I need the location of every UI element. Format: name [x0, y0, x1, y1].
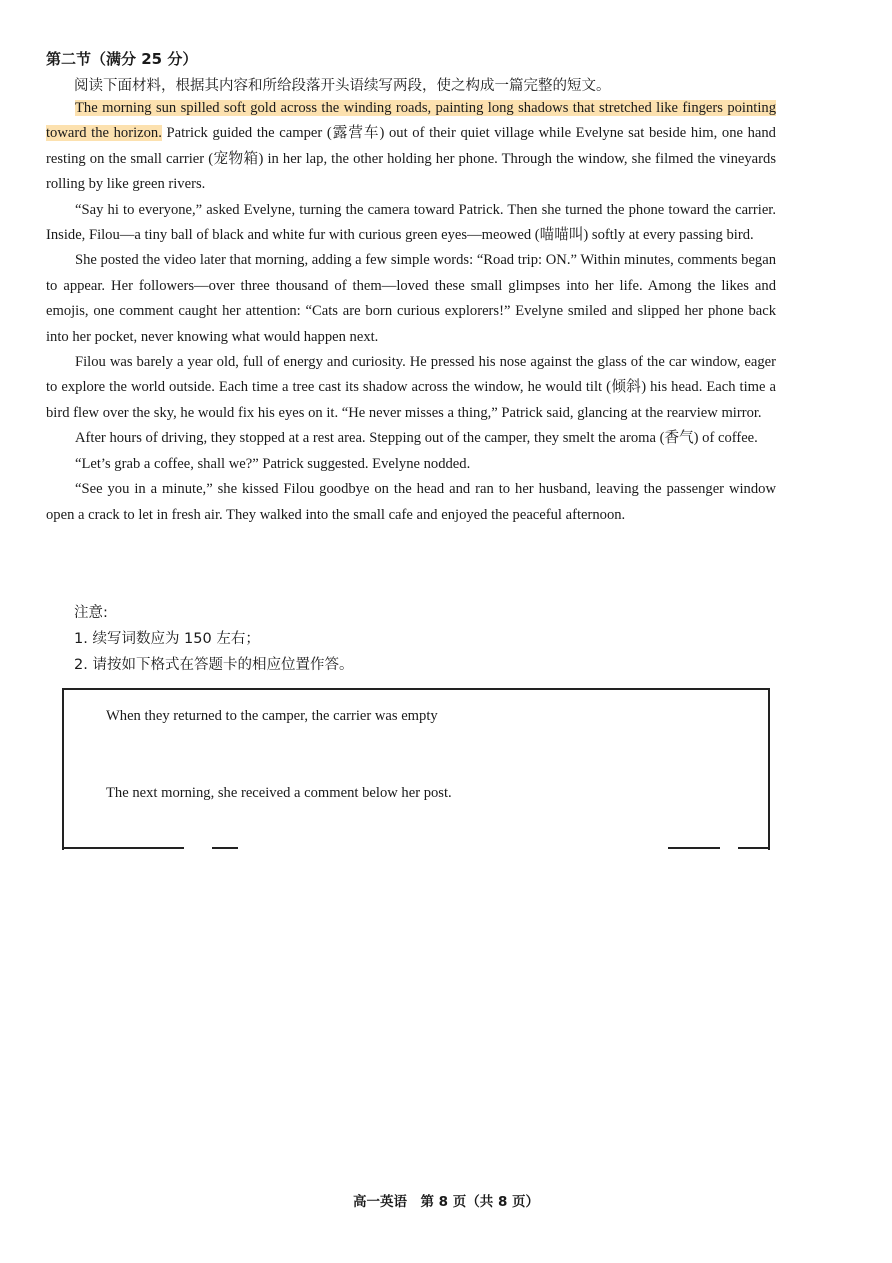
paragraph-4: Filou was barely a year old, full of energy and curiosity. He pressed his nose against the glass of the car window, eager to explore the world outside. Each time a tree cast its shadow across the window, he would tilt (倾斜) his head. Each time a bird flew over the sky, he would fix his eyes on it. “He never misses a thing,” Patrick said, glancing at the rearview mirror. — [46, 354, 776, 421]
paragraph-6: “Let’s grab a coffee, shall we?” Patrick suggested. Evelyne nodded. — [75, 455, 471, 472]
paragraph-1-text: Patrick guided the camper (露营车) out of their quiet village while Evelyne sat beside him, one hand resting on the small carrier (宠物箱) in her lap, the other holding her phone. Through the window, she filmed the vineyards rolling by like green rivers. — [46, 125, 776, 193]
paragraph-2: “Say hi to everyone,” asked Evelyne, turning the camera toward Patrick. Then she turned the phone toward the carrier. Inside, Filou—a tiny ball of black and white fur with curious green eyes—meowed (喵喵叫) softly at every passing bird. — [46, 201, 776, 244]
note-item-1: 1. 续写词数应为 150 左右； — [74, 631, 260, 647]
box-bottom-dash — [668, 847, 720, 849]
paragraph-7: “See you in a minute,” she kissed Filou goodbye on the head and ran to her husband, leaving the passenger window open a crack to let in fresh air. They walked into the small cafe and enjoyed the peaceful afternoon. — [46, 481, 776, 523]
answer-box — [62, 688, 770, 850]
note-item-2: 2. 请按如下格式在答题卡的相应位置作答。 — [74, 657, 354, 673]
page-footer: 高一英语 第 8 页（共 8 页） — [352, 1194, 540, 1210]
notes-section — [74, 600, 353, 678]
box-bottom-dash — [738, 847, 768, 849]
paragraph-3: She posted the video later that morning, adding a few simple words: “Road trip: ON.” Within minutes, comments began to appear. Her followers—over three thousand of them—loved these small glimpses into her life. Among the likes and emojis, one comment caught her attention: “Cats are born curious explorers!” Evelyne smiled and slipped her phone back into her pocket, never knowing what would happen next. — [46, 252, 776, 345]
box-bottom-dash — [212, 847, 238, 849]
paragraph-5: After hours of driving, they stopped at a rest area. Stepping out of the camper, they smelt the aroma (香气) of coffee. — [75, 430, 758, 447]
paragraph-1 — [46, 96, 776, 198]
notes-heading: 注意: — [74, 605, 108, 621]
continuation-opening-1: When they returned to the camper, the carrier was empty — [106, 708, 438, 724]
section-title: 第二节（满分 25 分） — [46, 50, 198, 68]
continuation-opening-2: The next morning, she received a comment below her post. — [106, 785, 452, 801]
box-bottom-dash — [62, 847, 184, 849]
highlighted-sentence: The morning sun spilled soft gold across the winding roads, painting long shadows that stretched like fingers pointing toward the horizon. — [46, 100, 776, 142]
reading-passage — [46, 96, 776, 528]
section-instruction: 阅读下面材料，根据其内容和所给段落开头语续写两段，使之构成一篇完整的短文。 — [74, 78, 611, 94]
